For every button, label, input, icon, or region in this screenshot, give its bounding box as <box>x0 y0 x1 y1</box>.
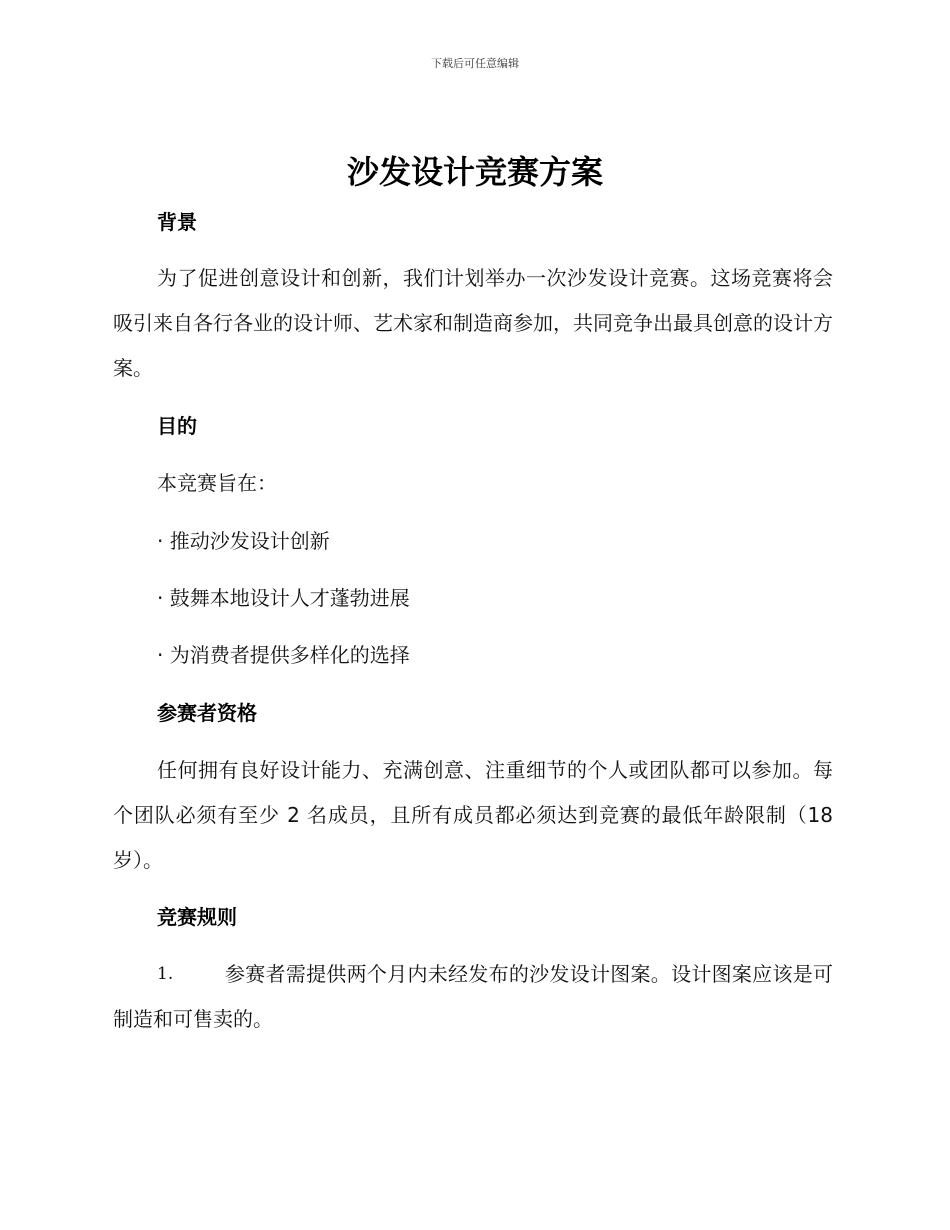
list-item: · 为消费者提供多样化的选择 <box>157 643 410 667</box>
list-item: · 鼓舞本地设计人才蓬勃进展 <box>157 586 410 610</box>
header-note: 下载后可任意编辑 <box>431 57 519 70</box>
list-item: · 推动沙发设计创新 <box>157 529 330 553</box>
paragraph-background: 为了促进创意设计和创新，我们计划举办一次沙发设计竞赛。这场竞赛将会吸引来自各行各业的设计师、艺术家和制造商参加，共同竞争出最具创意的设计方案。 <box>113 266 833 380</box>
paragraph-eligibility: 任何拥有良好设计能力、充满创意、注重细节的个人或团队都可以参加。每个团队必须有至少 2 名成员，且所有成员都必须达到竞赛的最低年龄限制（18 岁）。 <box>113 758 833 872</box>
rule-number: 1. <box>157 964 174 984</box>
heading-purpose: 目的 <box>157 414 197 438</box>
document-title: 沙发设计竞赛方案 <box>346 153 603 191</box>
rule-item <box>113 952 833 1042</box>
heading-rules: 竞赛规则 <box>157 905 237 929</box>
purpose-intro: 本竞赛旨在： <box>157 471 277 495</box>
heading-eligibility: 参赛者资格 <box>157 701 257 725</box>
heading-background: 背景 <box>157 210 197 234</box>
rule-text: 参赛者需提供两个月内未经发布的沙发设计图案。设计图案应该是可制造和可售卖的。 <box>113 962 833 1031</box>
